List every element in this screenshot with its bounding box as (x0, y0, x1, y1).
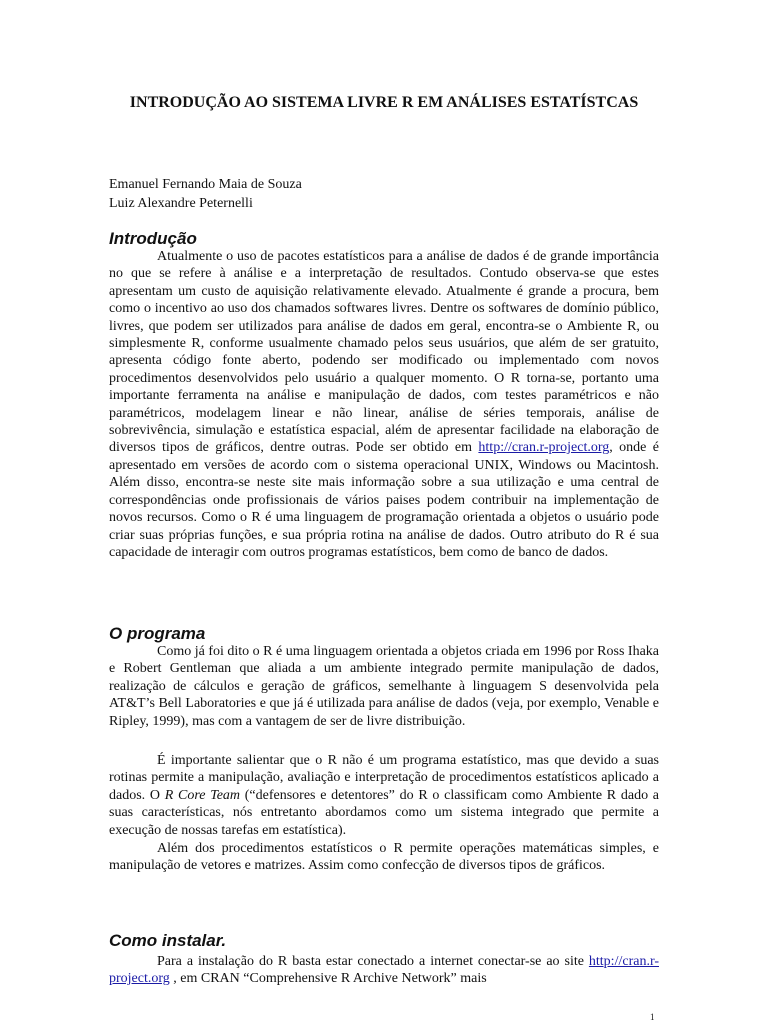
paragraph-text: Para a instalação do R basta estar conectado a internet conectar-se ao site (157, 954, 589, 969)
programa-paragraph-1: Como já foi dito o R é uma linguagem orientada a objetos criada em 1996 por Ross Ihaka e Robert Gentleman que aliada a um ambiente integrado permite manipulação de dados, realização de cálculos e geração de gráficos, semelhante à linguagem S desenvolvida pela AT&T’s Bell Laboratories e que já é utilizada para análise de dados (veja, por exemplo, Venable e Ripley, 1999), mas com a vantagem de ser de livre distribuição. (109, 644, 659, 729)
section-heading-como-instalar: Como instalar. (109, 931, 227, 950)
paragraph-text: Atualmente o uso de pacotes estatísticos para a análise de dados é de grande importância no que se refere à análise e a interpretação de resultados. Contudo observa-se que estes apresentam um custo de aquisição relativamente elevado. Atualmente é grande a procura, bem como o incentivo ao uso dos chamados softwares livres. Dentre os softwares de domínio público, livres, que podem ser utilizados para análise de dados em geral, encontra-se o Ambiente R, ou simplesmente R, conforme usualmente chamado pelos seus usuários, que além de ser gratuito, apresenta código fonte aberto, podendo ser modificado ou implementado com novos procedimentos desenvolvidos pelo usuário a qualquer momento. O R torna-se, portanto uma importante ferramenta na análise e manipulação de dados, com testes paramétricos e não paramétricos, modelagem linear e não linear, análise de séries temporais, análise de sobrevivência, simulação e estatística espacial, além de apresentar facilidade na elaboração de diversos tipos de gráficos, dentre outras. Pode ser obtido em (109, 249, 659, 456)
paragraph-text: É importante salientar que o R não é um programa estatístico, mas que devido a suas rotinas permite a manipulação, avaliação e interpretação de procedimentos estatísticos aplicado a dados. O (109, 753, 659, 803)
document-title: INTRODUÇÃO AO SISTEMA LIVRE R EM ANÁLISES ESTATÍSTCAS (129, 94, 639, 111)
cran-link[interactable]: http://cran.r-project.org (478, 440, 610, 456)
paragraph-text: , em CRAN “Comprehensive R Archive Network” mais (169, 971, 487, 987)
author-name: Luiz Alexandre Peternelli (109, 196, 253, 211)
paragraph-text: (“defensores e detentores” do R o classificam como Ambiente R dado a suas características, nós entretanto abordamos como um sistema integrado que permite a execução de nossas tarefas em estatística). (109, 787, 660, 838)
programa-paragraph-3: Além dos procedimentos estatísticos o R permite operações matemáticas simples, e manipulação de vetores e matrizes. Assim como confecção de diversos tipos de gráficos. (109, 841, 659, 874)
cran-link[interactable]: http://cran.r-project.org (109, 954, 659, 987)
author-name: Emanuel Fernando Maia de Souza (109, 177, 302, 192)
r-core-team-term: R Core Team (164, 787, 241, 803)
section-heading-introducao: Introdução (109, 229, 197, 248)
instalar-paragraph (109, 953, 659, 988)
section-heading-o-programa: O programa (109, 624, 206, 643)
programa-paragraph-2 (109, 752, 659, 839)
page-number: 1 (650, 1012, 655, 1022)
intro-paragraph (109, 248, 659, 561)
author-list (109, 175, 302, 213)
paragraph-text: , onde é apresentado em versões de acordo com o sistema operacional UNIX, Windows ou Macintosh. Além disso, encontra-se neste site mais informação sobre a sua utilização e uma central de correspondências onde profissionais de vários paises podem contribuir na implementação de novos recursos. Como o R é uma linguagem de programação orientada a objetos o usuário pode criar suas próprias funções, e sua própria rotina na análise de dados. Outro atributo do R é sua capacidade de interagir com outros programas estatísticos, bem como de banco de dados. (109, 440, 659, 560)
